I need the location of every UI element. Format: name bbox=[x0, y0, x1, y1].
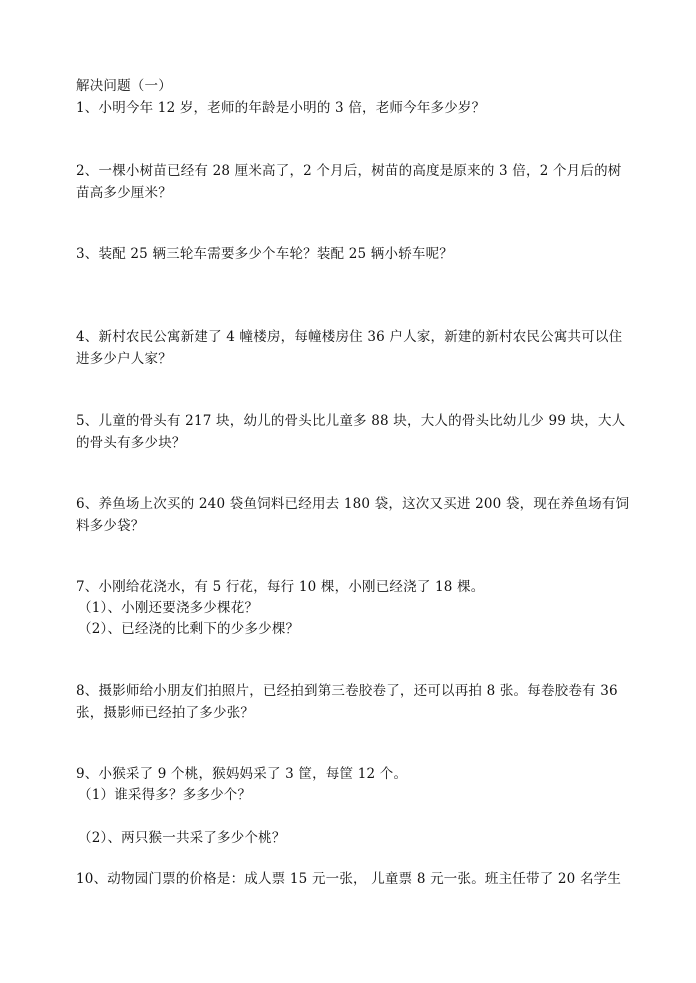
question-7-sub-2: （2）、已经浇的比剩下的少多少棵？ bbox=[78, 621, 300, 637]
doc-title: 解决问题（一） bbox=[76, 78, 172, 94]
question-7-line-1: 7、小刚给花浇水，有 5 行花，每行 10 棵，小刚已经浇了 18 棵。 bbox=[76, 579, 485, 595]
question-9-sub-2: （2）、两只猴一共采了多少个桃？ bbox=[78, 830, 286, 846]
question-5-line-2: 的骨头有多少块？ bbox=[76, 435, 186, 451]
question-9-line-1: 9、小猴采了 9 个桃，猴妈妈采了 3 筐，每筐 12 个。 bbox=[76, 766, 408, 782]
question-8-line-2: 张，摄影师已经拍了多少张？ bbox=[76, 705, 255, 721]
question-7-sub-1: （1）、小刚还要浇多少棵花？ bbox=[78, 600, 259, 616]
question-9-sub-1: （1）谁采得多？多多少个？ bbox=[78, 787, 252, 803]
question-8-line-1: 8、摄影师给小朋友们拍照片，已经拍到第三卷胶卷了，还可以再拍 8 张。每卷胶卷有 36 bbox=[76, 683, 618, 699]
question-2-line-1: 2、一棵小树苗已经有 28 厘米高了，2 个月后，树苗的高度是原来的 3 倍，2 个月后的树 bbox=[76, 163, 622, 179]
question-4-line-1: 4、新村农民公寓新建了 4 幢楼房，每幢楼房住 36 户人家，新建的新村农民公寓共可以住 bbox=[76, 329, 623, 345]
question-6-line-1: 6、养鱼场上次买的 240 袋鱼饲料已经用去 180 袋，这次又买进 200 袋，现在养鱼场有饲 bbox=[76, 496, 630, 512]
question-6-line-2: 料多少袋？ bbox=[76, 518, 145, 534]
question-1-line-1: 1、小明今年 12 岁，老师的年龄是小明的 3 倍，老师今年多少岁？ bbox=[76, 100, 486, 116]
question-5-line-1: 5、儿童的骨头有 217 块，幼儿的骨头比儿童多 88 块，大人的骨头比幼儿少 99 块，大人 bbox=[76, 413, 626, 429]
question-4-line-2: 进多少户人家？ bbox=[76, 351, 172, 367]
question-10-line-1: 10、动物园门票的价格是：成人票 15 元一张， 儿童票 8 元一张。班主任带了 20 名学生 bbox=[76, 871, 622, 887]
question-3-line-1: 3、装配 25 辆三轮车需要多少个车轮？装配 25 辆小轿车呢？ bbox=[76, 246, 454, 262]
question-2-line-2: 苗高多少厘米？ bbox=[76, 185, 172, 201]
